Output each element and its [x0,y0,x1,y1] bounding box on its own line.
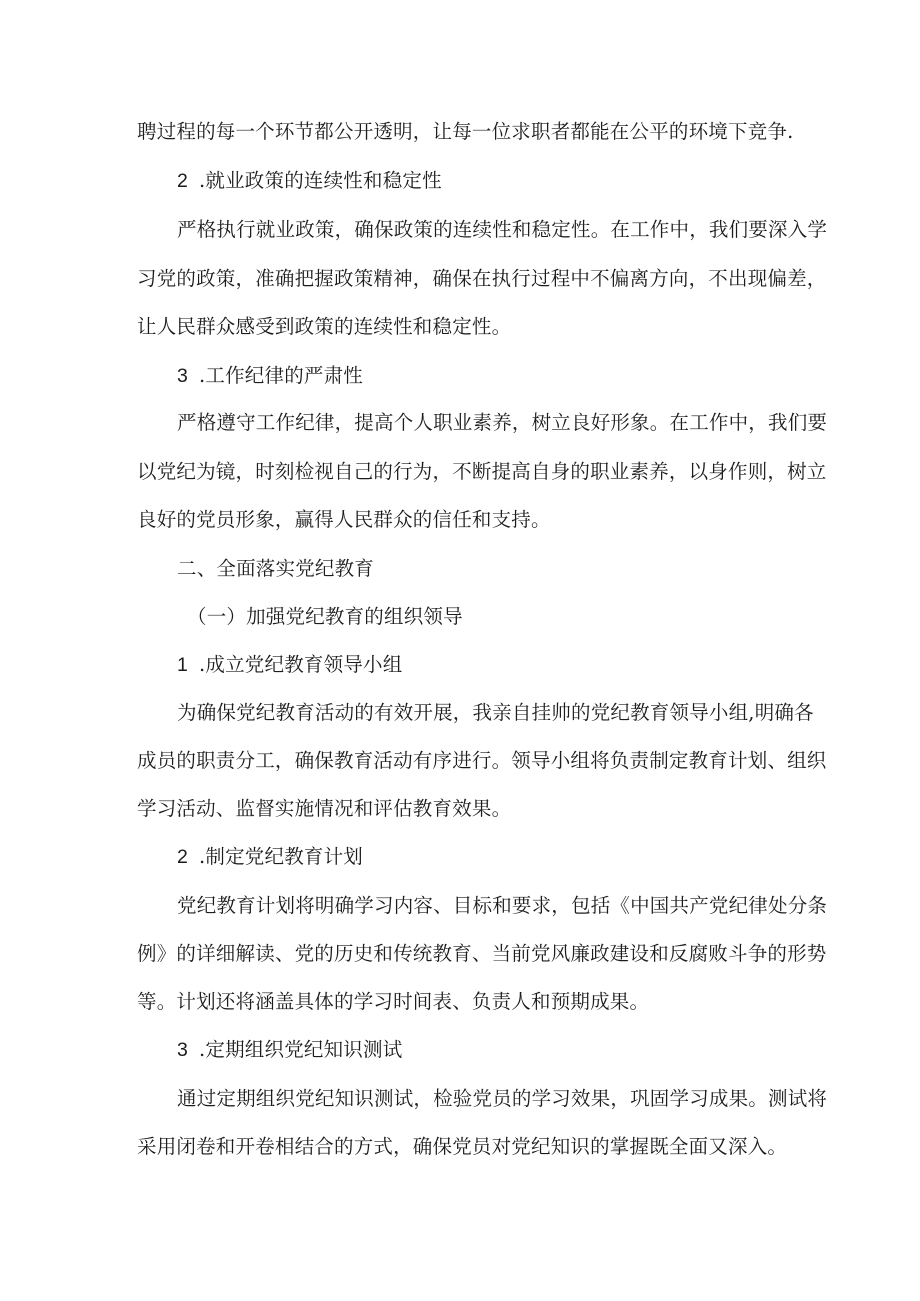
section-heading [177,1036,837,1064]
heading-text: .就业政策的连续性和稳定性 [199,169,442,192]
paragraph-line: 等。计划还将涵盖具体的学习时间表、负责人和预期成果。 [137,990,650,1013]
subsection-heading: （一）加强党纪教育的组织领导 [187,605,463,628]
chapter-heading: 二、全面落实党纪教育 [177,557,375,580]
heading-number: 3 [177,1039,189,1061]
heading-number: 2 [177,170,189,192]
paragraph-line: 让人民群众感受到政策的连续性和稳定性。 [137,315,512,338]
section-heading [177,167,837,195]
section-heading [177,362,837,390]
section-heading [177,843,837,871]
heading-number: 2 [177,846,189,868]
paragraph-line: 严格执行就业政策，确保政策的连续性和稳定性。在工作中，我们要深入学 [177,218,828,241]
heading-text: .工作纪律的严肃性 [199,364,363,387]
paragraph-line: 习党的政策，准确把握政策精神，确保在执行过程中不偏离方向，不出现偏差， [137,267,827,290]
heading-number: 3 [177,365,189,387]
heading-text: .定期组织党纪知识测试 [199,1038,403,1061]
paragraph-line: 采用闭卷和开卷相结合的方式，确保党员对党纪知识的掌握既全面又深入。 [137,1135,788,1158]
paragraph-line: 严格遵守工作纪律，提高个人职业素养，树立良好形象。在工作中，我们要 [177,411,828,434]
paragraph-line: 为确保党纪教育活动的有效开展，我亲自挂帅的党纪教育领导小组,明确各 [177,701,814,724]
paragraph-line: 党纪教育计划将明确学习内容、目标和要求，包括《中国共产党纪律处分条 [177,894,828,917]
paragraph-line: 学习活动、监督实施情况和评估教育效果。 [137,797,512,820]
paragraph-line: 通过定期组织党纪知识测试，检验党员的学习效果，巩固学习成果。测试将 [177,1087,828,1110]
paragraph-line: 例》的详细解读、党的历史和传统教育、当前党风廉政建设和反腐败斗争的形势 [137,942,827,965]
paragraph-line: 以党纪为镜，时刻检视自己的行为，不断提高自身的职业素养，以身作则，树立 [137,460,827,483]
heading-number: 1 [177,654,189,676]
paragraph-line: 良好的党员形象，赢得人民群众的信任和支持。 [137,508,551,531]
heading-text: .成立党纪教育领导小组 [199,653,403,676]
section-heading [177,651,837,679]
heading-text: .制定党纪教育计划 [199,845,363,868]
paragraph-line: 成员的职责分工，确保教育活动有序进行。领导小组将负责制定教育计划、组织 [137,749,827,772]
paragraph-line: 聘过程的每一个环节都公开透明，让每一位求职者都能在公平的环境下竞争. [137,120,794,143]
